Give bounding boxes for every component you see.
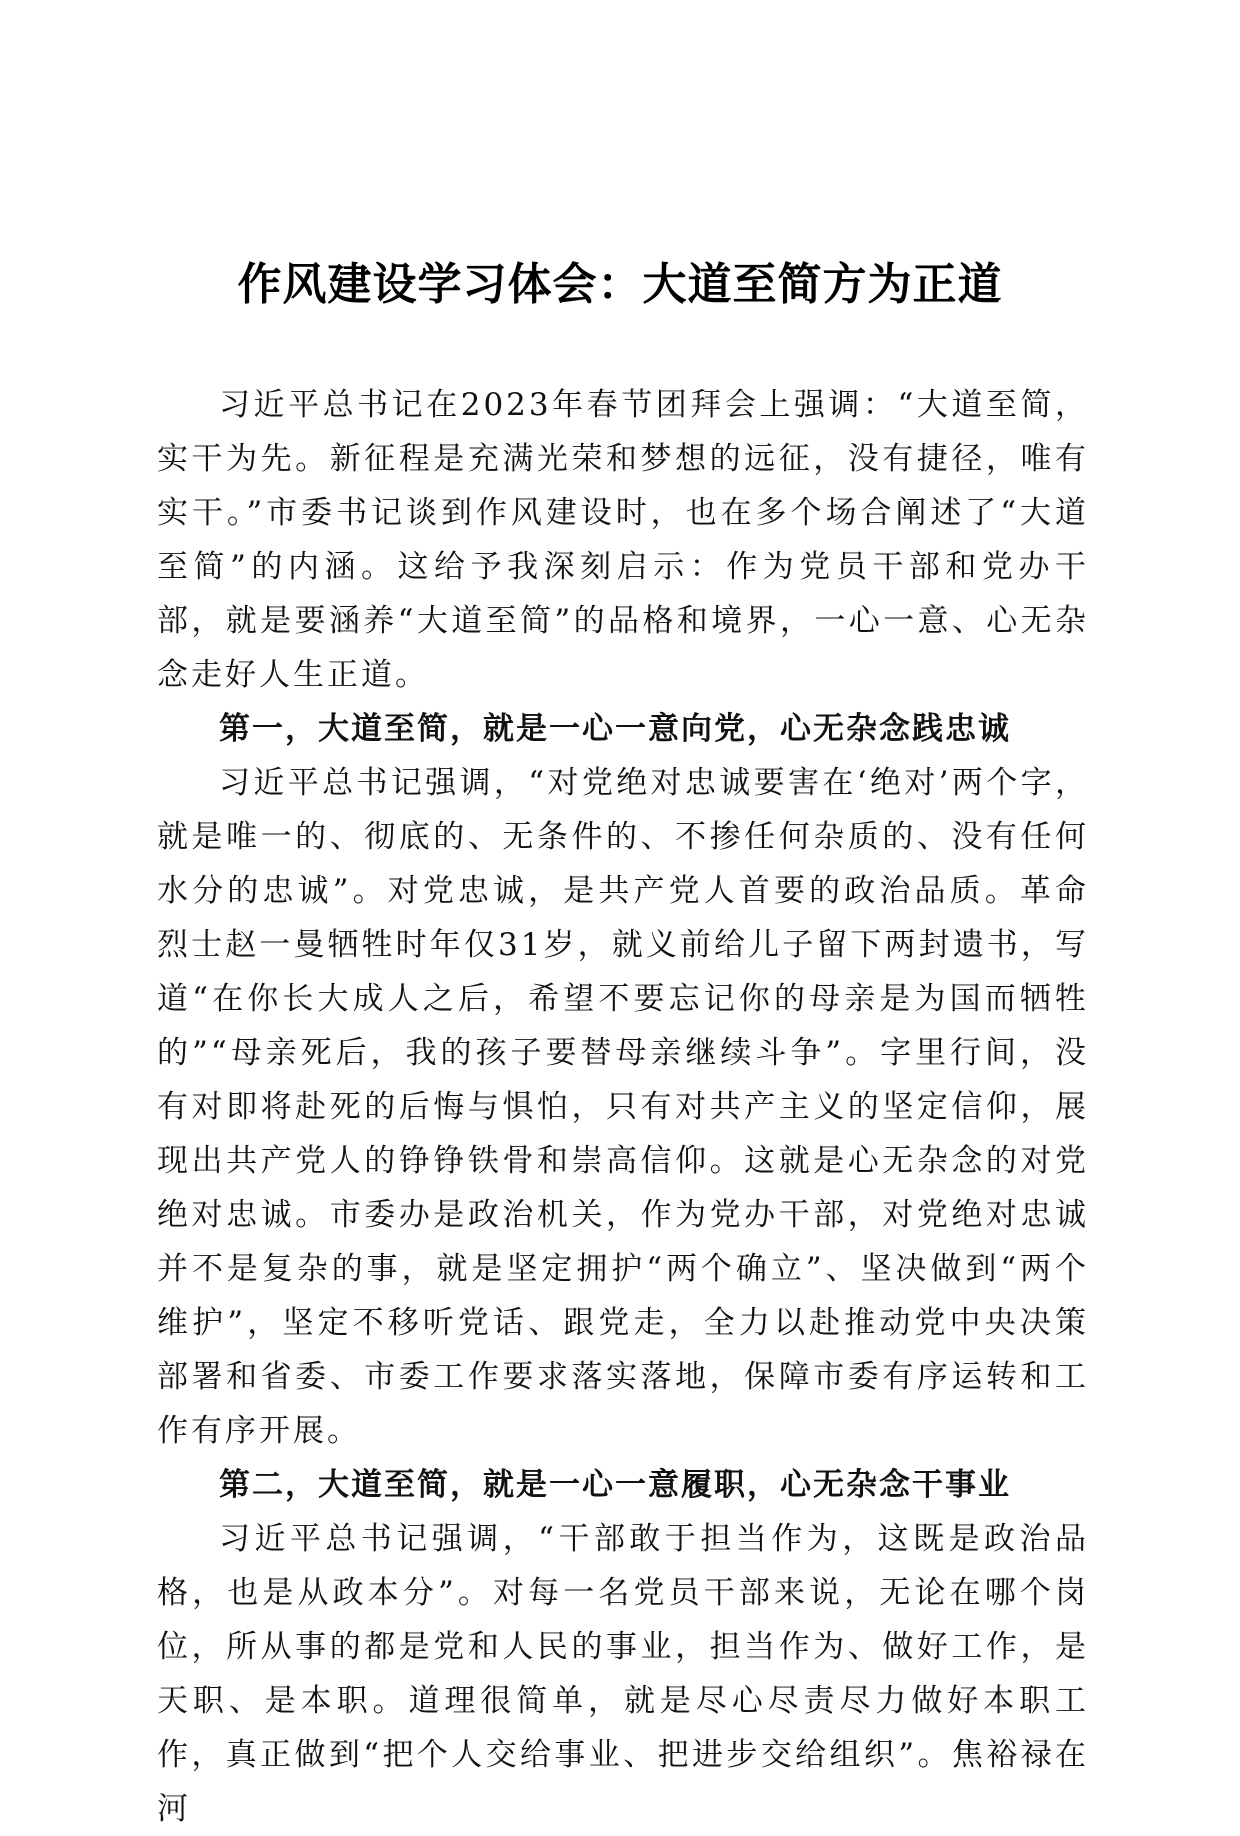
section-heading-2: 第二，大道至简，就是一心一意履职，心无杂念干事业	[219, 1467, 1011, 1503]
intro-paragraph: 习近平总书记在2023年春节团拜会上强调：“大道至简，实干为先。新征程是充满光荣和梦想的远征，没有捷径，唯有实干。”市委书记谈到作风建设时，也在多个场合阐述了“大道至简”的内涵。这给予我深刻启示：作为党员干部和党办干部，就是要涵养“大道至简”的品格和境界，一心一意、心无杂念走好人生正道。	[157, 387, 1089, 693]
document-title: 作风建设学习体会：大道至简方为正道	[237, 259, 1003, 310]
document-body	[157, 378, 1089, 1836]
section-heading-1: 第一，大道至简，就是一心一意向党，心无杂念践忠诚	[219, 711, 1011, 747]
section-paragraph-1: 习近平总书记强调，“对党绝对忠诚要害在‘绝对’两个字，就是唯一的、彻底的、无条件的、不掺任何杂质的、没有任何水分的忠诚”。对党忠诚，是共产党人首要的政治品质。革命烈士赵一曼牺牲时年仅31岁，就义前给儿子留下两封遗书，写道“在你长大成人之后，希望不要忘记你的母亲是为国而牺牲的”“母亲死后，我的孩子要替母亲继续斗争”。字里行间，没有对即将赴死的后悔与惧怕，只有对共产主义的坚定信仰，展现出共产党人的铮铮铁骨和崇高信仰。这就是心无杂念的对党绝对忠诚。市委办是政治机关，作为党办干部，对党绝对忠诚并不是复杂的事，就是坚定拥护“两个确立”、坚决做到“两个维护”，坚定不移听党话、跟党走，全力以赴推动党中央决策部署和省委、市委工作要求落实落地，保障市委有序运转和工作有序开展。	[157, 765, 1089, 1449]
section-paragraph-2: 习近平总书记强调，“干部敢于担当作为，这既是政治品格，也是从政本分”。对每一名党员干部来说，无论在哪个岗位，所从事的都是党和人民的事业，担当作为、做好工作，是天职、是本职。道理很简单，就是尽心尽责尽力做好本职工作，真正做到“把个人交给事业、把进步交给组织”。焦裕禄在河	[157, 1521, 1089, 1827]
